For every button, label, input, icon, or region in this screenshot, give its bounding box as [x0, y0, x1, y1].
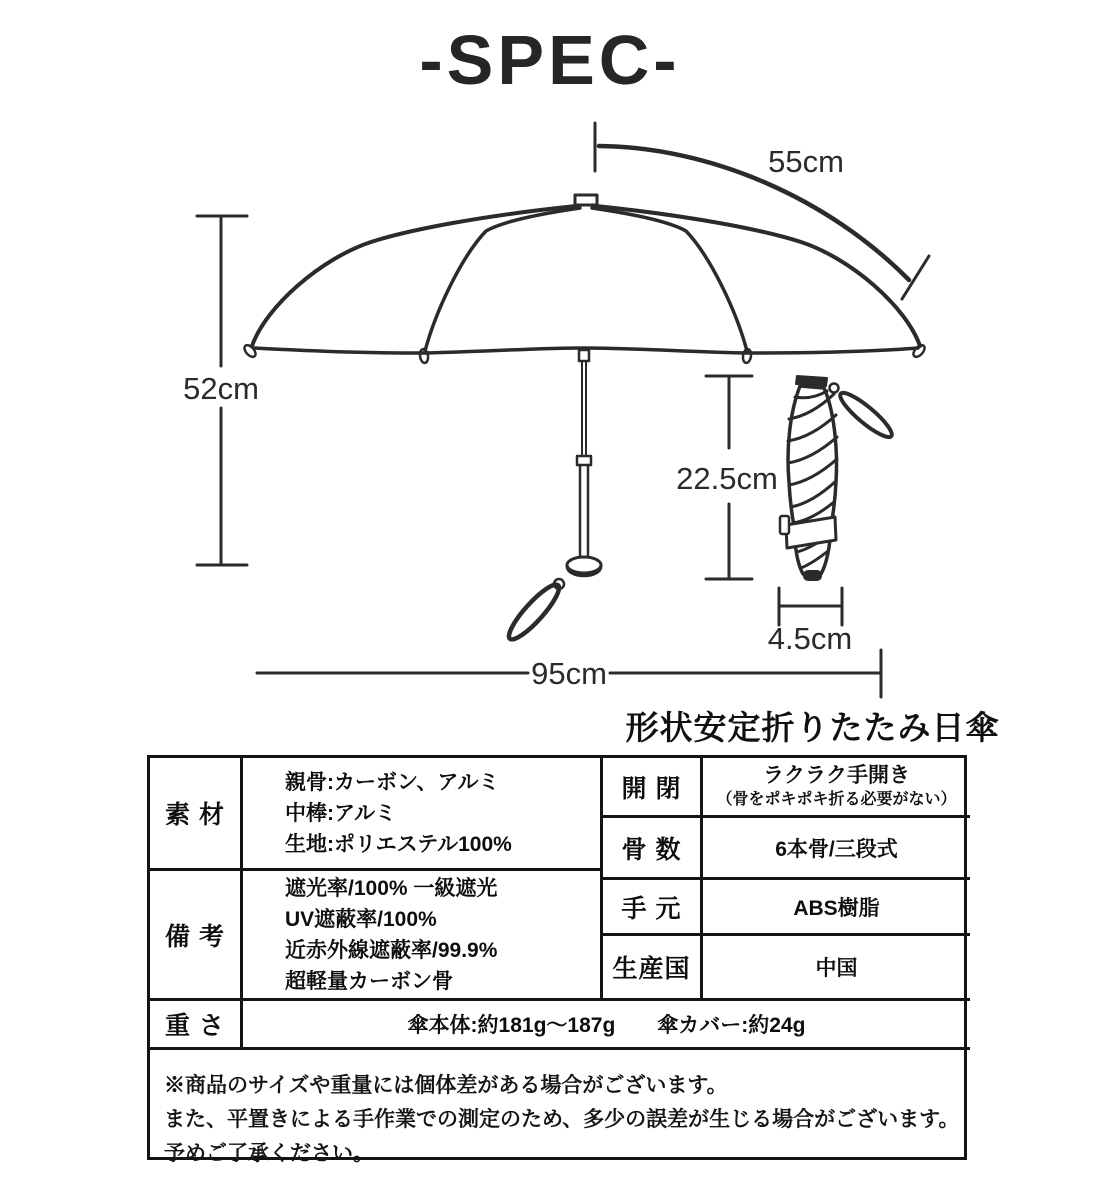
ribs-value: 6本骨/三段式 — [703, 818, 970, 880]
open-close-value: ラクラク手開き （骨をポキポキ折る必要がない） — [703, 758, 970, 818]
umbrella-top-ferrule — [575, 195, 597, 205]
open-close-row-header: 開 閉 — [603, 758, 703, 818]
country-value: 中国 — [703, 936, 970, 1001]
folded-umbrella-illustration — [780, 376, 896, 581]
table-footnote: ※商品のサイズや重量には個体差がある場合がございます。 また、平置きによる手作業での測定のため、多少の誤差が生じる場合がございます。 予めご了承ください。 — [164, 1074, 960, 1165]
umbrella-dimension-diagram — [0, 100, 1100, 720]
umbrella-handle — [567, 557, 601, 573]
product-title: 形状安定折りたたみ日傘 — [625, 709, 1000, 746]
folded-umbrella-tip — [803, 570, 822, 581]
notes-row-header: 備 考 — [150, 871, 243, 1001]
material-value: 親骨:カーボン、アルミ 中棒:アルミ 生地:ポリエステル100% — [243, 758, 603, 871]
umbrella-shaft-joint-mid — [577, 456, 591, 465]
spec-table — [147, 755, 967, 1165]
folded-diameter-label: 4.5cm — [767, 621, 853, 656]
folded-length-label: 22.5cm — [676, 461, 778, 496]
arc-length-label: 55cm — [768, 144, 844, 179]
open-diameter-label: 95cm — [531, 656, 607, 691]
folded-umbrella-band-tab — [780, 516, 789, 534]
folded-umbrella-cap — [796, 376, 827, 386]
weight-row-header: 重 さ — [150, 1001, 243, 1050]
material-row-header: 素 材 — [150, 758, 243, 871]
notes-value: 遮光率/100% 一級遮光 UV遮蔽率/100% 近赤外線遮蔽率/99.9% 超軽量カーボン骨 — [243, 871, 603, 1001]
umbrella-shaft-joint-top — [579, 350, 589, 361]
folded-umbrella-strap — [836, 388, 897, 443]
handle-value: ABS樹脂 — [703, 880, 970, 936]
weight-value: 傘本体:約181g～187g 傘カバー:約24g — [243, 1001, 970, 1050]
open-height-label: 52cm — [183, 371, 259, 406]
page-title: -SPEC- — [419, 21, 681, 99]
ribs-row-header: 骨 数 — [603, 818, 703, 880]
country-row-header: 生産国 — [603, 936, 703, 1001]
dimension-folded-diameter-4-5cm — [779, 588, 842, 625]
handle-row-header: 手 元 — [603, 880, 703, 936]
